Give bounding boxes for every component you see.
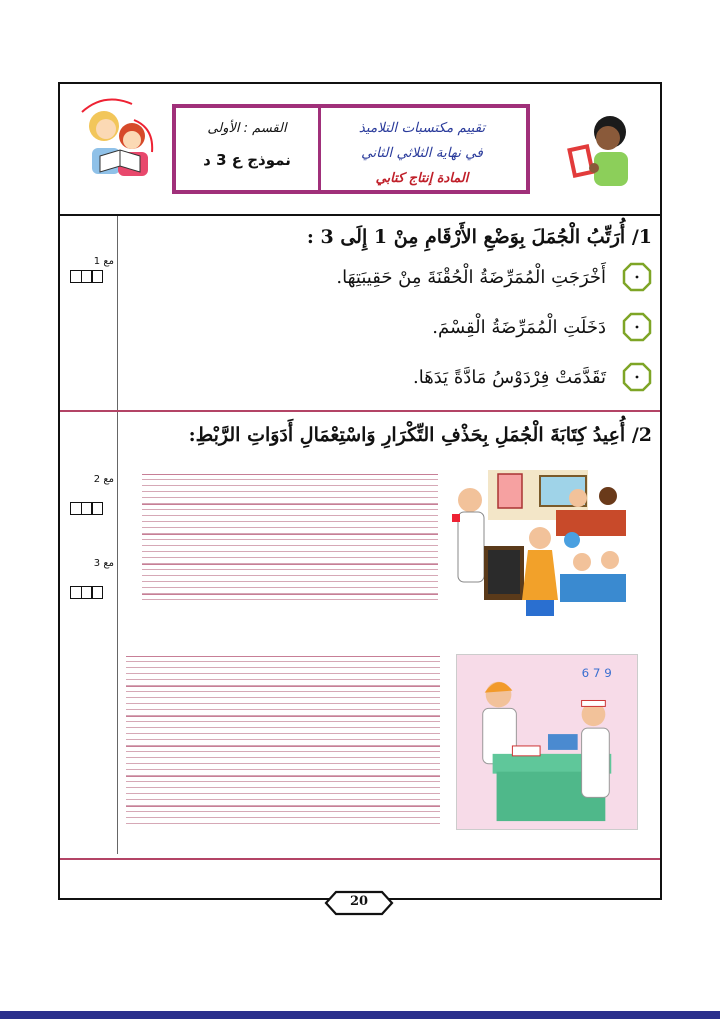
score-label-1: مع 1 <box>93 256 114 267</box>
class-label: القسم : الأولى <box>207 121 287 136</box>
sentence-2 <box>432 312 652 342</box>
octagon-number-box-icon[interactable] <box>622 362 652 392</box>
sentence-3-text: تَقَدَّمَتْ فِرْدَوْسُ مَادَّةً يَدَهَا. <box>413 366 606 388</box>
score-label-2: مع 2 <box>93 474 114 485</box>
sentence-1 <box>336 262 652 292</box>
title-divider <box>318 108 321 190</box>
page-number-badge <box>324 890 394 916</box>
score-boxes-2[interactable] <box>70 502 102 515</box>
sentence-1-text: أَخْرَجَتِ الْمُمَرِّضَةُ الْحُقْنَةَ مِنْ حَقِيبَتِهَا. <box>336 266 606 288</box>
writing-lines-2[interactable] <box>126 656 440 826</box>
score-boxes-3[interactable] <box>70 586 102 599</box>
octagon-number-box-icon[interactable] <box>622 262 652 292</box>
writing-lines-1[interactable] <box>142 474 438 604</box>
octagon-number-box-icon[interactable] <box>622 312 652 342</box>
page-number: 20 <box>349 894 369 909</box>
section-1 <box>60 216 660 412</box>
title-right <box>324 116 520 186</box>
sentence-2-text: دَخَلَتِ الْمُمَرِّضَةُ الْقِسْمَ. <box>432 316 606 338</box>
question-2-title: 2/ أُعِيدُ كِتَابَةَ الْجُمَلِ بِحَذْفِ التِّكْرَارِ وَاسْتِعْمَالِ أَدَوَاتِ الرَّبْطِ: <box>188 424 652 446</box>
section-2-bottom-line <box>60 858 660 860</box>
classroom-illustration <box>448 470 638 630</box>
page-frame <box>58 82 662 900</box>
nurse-illustration <box>456 654 638 830</box>
sentence-3 <box>413 362 652 392</box>
header <box>60 84 660 216</box>
title-line-3: المادة إنتاج كتابي <box>375 171 469 186</box>
footer-bar <box>0 1011 720 1019</box>
title-line-2: في نهاية الثلاثي الثاني <box>361 145 483 161</box>
question-1-title: 1/ أُرَتِّبُ الْجُمَلَ بِوَضْعِ الأَرْقَامِ مِنْ 1 إِلَى 3 : <box>306 226 652 248</box>
title-line-1: تقييم مكتسبات التلاميذ <box>358 120 486 136</box>
children-reading-icon <box>74 94 166 180</box>
title-left <box>180 116 314 186</box>
score-boxes-1[interactable] <box>70 270 102 283</box>
girl-reading-icon <box>556 106 646 192</box>
title-box <box>172 104 530 194</box>
svg-text:6 7 9: 6 7 9 <box>581 665 612 680</box>
score-label-3: مع 3 <box>93 558 114 569</box>
model-label: نموذج ع 3 د <box>203 151 291 169</box>
